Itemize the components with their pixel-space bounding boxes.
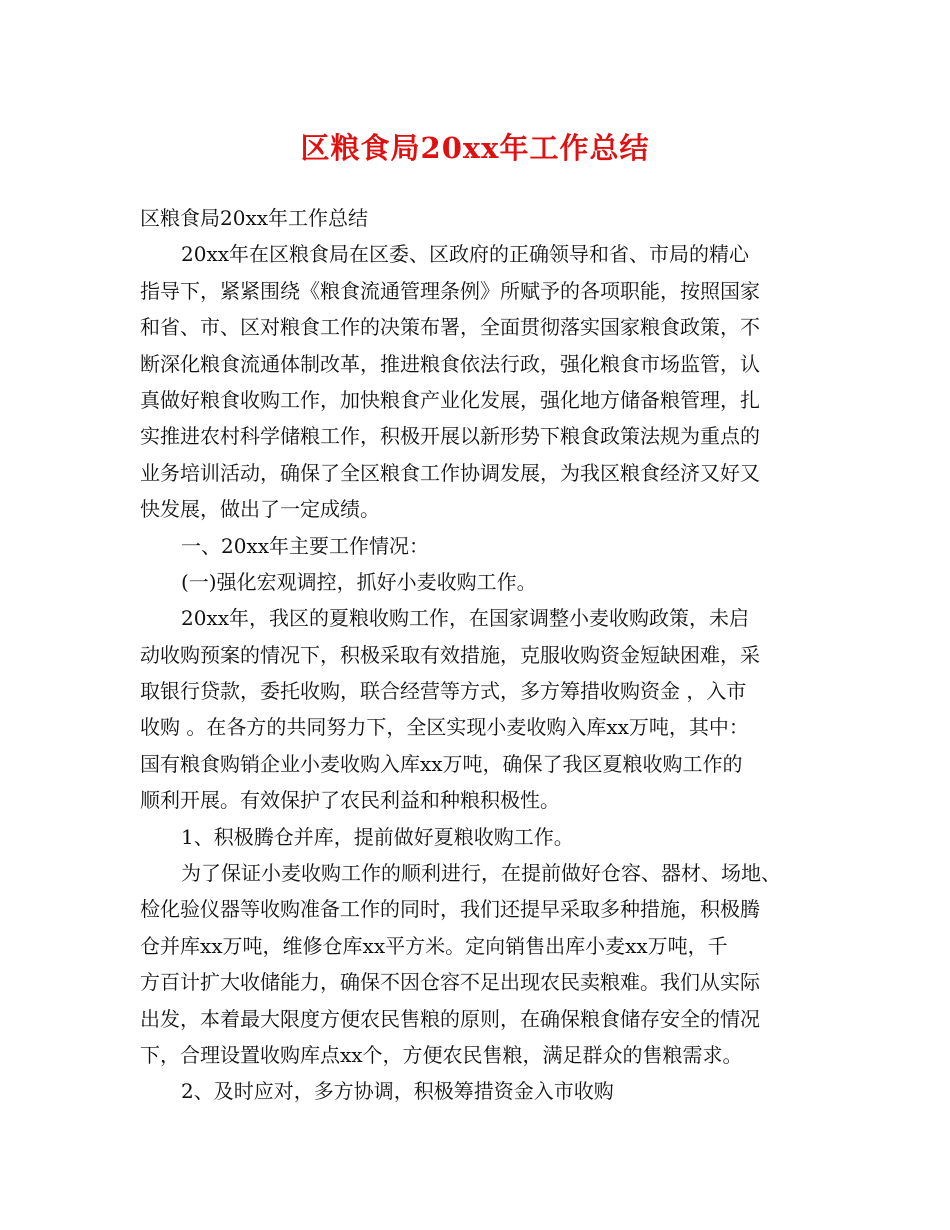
paragraph-line: 指导下，紧紧围绕《粮食流通管理条例》所赋予的各项职能，按照国家 [140, 278, 760, 303]
paragraph-line: 取银行贷款，委托收购，联合经营等方式，多方筹措收购资金 ，入市 [140, 679, 747, 704]
paragraph-line: 实推进农村科学储粮工作，积极开展以新形势下粮食政策法规为重点的 [140, 424, 760, 449]
paragraph-line: 仓并库xx万吨，维修仓库xx平方米。定向销售出库小麦xx万吨，千 [140, 933, 728, 958]
subsection-heading: (一)强化宏观调控，抓好小麦收购工作。 [181, 569, 537, 594]
item-heading: 1、积极腾仓并库，提前做好夏粮收购工作。 [181, 824, 574, 849]
paragraph-line: 真做好粮食收购工作，加快粮食产业化发展，强化地方储备粮管理，扎 [140, 387, 760, 412]
paragraph-line: 下，合理设置收购库点xx个，方便农民售粮，满足群众的售粮需求。 [140, 1042, 743, 1067]
item-heading: 2、及时应对，多方协调，积极筹措资金入市收购 [181, 1079, 614, 1104]
paragraph-line: 20xx年，我区的夏粮收购工作，在国家调整小麦收购政策，未启 [181, 606, 750, 631]
paragraph-line: 检化验仪器等收购准备工作的同时，我们还提早采取多种措施，积极腾 [140, 897, 760, 922]
paragraph-line: 方百计扩大收储能力，确保不因仓容不足出现农民卖粮难。我们从实际 [140, 970, 760, 995]
body-subtitle-line: 区粮食局20xx年工作总结 [140, 206, 369, 230]
paragraph-line: 出发，本着最大限度方便农民售粮的原则，在确保粮食储存安全的情况 [140, 1006, 760, 1031]
paragraph-line: 顺利开展。有效保护了农民利益和种粮积极性。 [140, 788, 560, 813]
paragraph-line: 和省、市、区对粮食工作的决策布署，全面贯彻落实国家粮食政策，不 [140, 315, 760, 340]
paragraph-line: 为了保证小麦收购工作的顺利进行，在提前做好仓容、器材、场地、 [181, 861, 781, 886]
paragraph-line: 收购 。在各方的共同努力下，全区实现小麦收购入库xx万吨，其中： [140, 715, 749, 740]
paragraph-line: 动收购预案的情况下，积极采取有效措施，克服收购资金短缺困难，采 [140, 642, 760, 667]
document-body [140, 200, 815, 1110]
paragraph-line: 业务培训活动，确保了全区粮食工作协调发展，为我区粮食经济又好又 [140, 460, 760, 485]
section-heading: 一、20xx年主要工作情况： [181, 533, 430, 558]
paragraph-line: 国有粮食购销企业小麦收购入库xx万吨，确保了我区夏粮收购工作的 [140, 751, 743, 776]
document-title: 区粮食局20xx年工作总结 [300, 131, 650, 165]
paragraph-line: 断深化粮食流通体制改革，推进粮食依法行政，强化粮食市场监管，认 [140, 351, 760, 376]
paragraph-line: 20xx年在区粮食局在区委、区政府的正确领导和省、市局的精心 [181, 242, 750, 267]
paragraph-line: 快发展，做出了一定成绩。 [140, 497, 380, 522]
